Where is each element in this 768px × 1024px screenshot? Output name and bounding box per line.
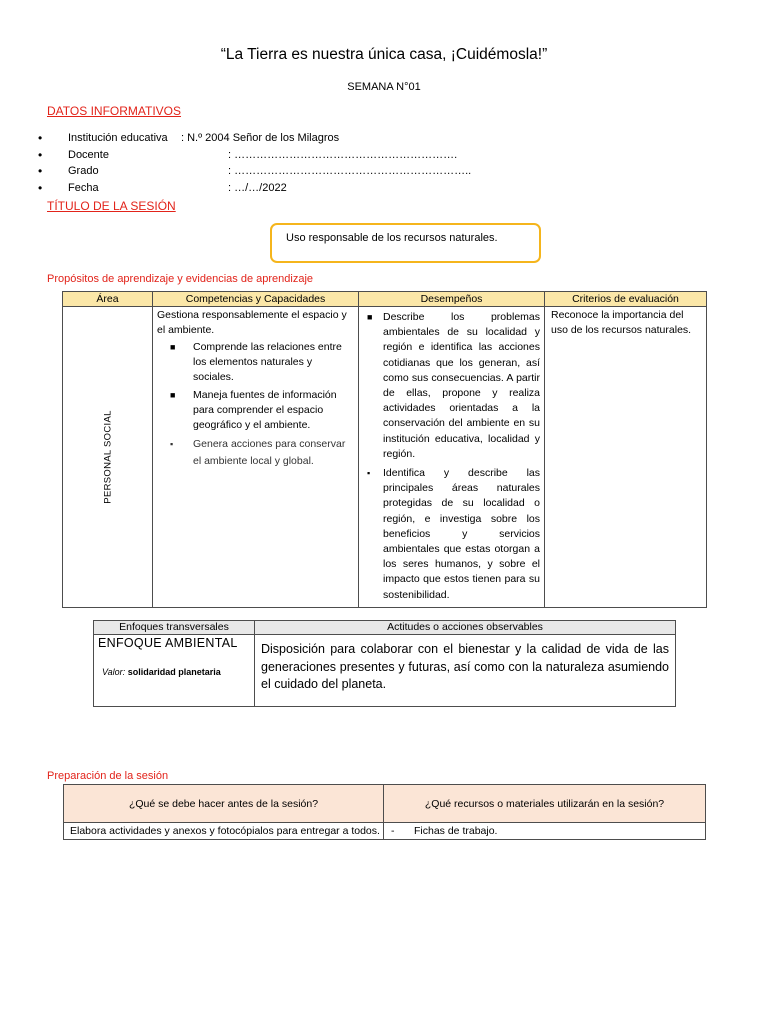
enfoque-cell (94, 635, 255, 707)
info-item-institucion (38, 130, 558, 147)
capacity-list (157, 340, 354, 470)
session-title-heading: TÍTULO DE LA SESIÓN (47, 199, 176, 213)
purposes-header-row (63, 292, 707, 307)
square-bullet-icon: ■ (170, 390, 176, 400)
square-bullet-icon: ▪ (367, 468, 371, 479)
info-item-fecha (38, 180, 558, 197)
performance-list (363, 310, 540, 603)
info-label: Institución educativa (68, 132, 168, 144)
info-value: : ……………………………………………………. (228, 148, 458, 161)
performance-item (363, 310, 540, 462)
purposes-heading: Propósitos de aprendizaje y evidencias de aprendizaje (47, 273, 314, 285)
purposes-row (63, 307, 707, 608)
capacity-item (157, 388, 354, 433)
area-cell (63, 307, 153, 608)
before-cell (64, 823, 384, 840)
criteria-text: Reconoce la importancia del uso de los recursos naturales. (551, 309, 692, 336)
competence-cell (153, 307, 359, 608)
enfoque-name: ENFOQUE AMBIENTAL (98, 636, 238, 650)
attitude-cell (255, 635, 676, 707)
col-area: Área (63, 292, 153, 307)
performance-item (363, 466, 540, 603)
session-title-text: Uso responsable de los recursos naturales. (286, 232, 498, 244)
bullet-icon: • (38, 131, 43, 145)
performance-text: Identifica y describe las principales áreas naturales protegidas de su localidad o región, e investiga sobre los beneficios y servicios ambientales que estas otorgan a los seres humanos, y sobre el impacto que estos tienen para su sostenibilidad. (383, 467, 540, 601)
bullet-icon: • (38, 180, 43, 195)
col-criterios: Criterios de evaluación (545, 292, 707, 307)
materials-cell (384, 823, 706, 840)
preparation-header-row (64, 785, 706, 823)
info-label: Fecha (68, 181, 99, 194)
info-value: : N.º 2004 Señor de los Milagros (181, 132, 340, 144)
session-title-box (270, 223, 541, 263)
info-value: : ……………………………………………………….. (228, 165, 472, 177)
capacity-item (157, 340, 354, 385)
col-competencias: Competencias y Capacidades (153, 292, 359, 307)
capacity-text: Genera acciones para conservar el ambiente local y global. (193, 438, 346, 467)
square-bullet-icon: ▪ (170, 439, 174, 449)
col-desempenos: Desempeños (359, 292, 545, 307)
col-enfoques: Enfoques transversales (94, 621, 255, 635)
info-label: Docente (68, 148, 109, 161)
bullet-icon: • (38, 164, 43, 178)
performance-text: Describe los problemas ambientales de su localidad y región e identifica las acciones cotidianas que los generan, así como sus consecuencias. A partir de ellas, propone y realiza actividades orientadas a la conservación del ambiente en su institución educativa, localidad y región. (383, 311, 540, 460)
before-text: Elabora actividades y anexos y fotocópialos para entregar a todos. (70, 825, 380, 837)
value-label: Valor: (102, 667, 126, 677)
capacity-text: Comprende las relaciones entre los elementos naturales y sociales. (193, 341, 342, 383)
info-item-grado (38, 163, 558, 180)
info-label: Grado (68, 165, 99, 177)
datos-heading: DATOS INFORMATIVOS (47, 104, 182, 118)
materials-text: Fichas de trabajo. (414, 825, 498, 837)
enfoques-header-row (94, 621, 676, 635)
competence-text: Gestiona responsablemente el espacio y el ambiente. (157, 309, 347, 336)
document-title: “La Tierra es nuestra única casa, ¡Cuidémosla!” (220, 46, 548, 63)
enfoque-value (102, 667, 221, 677)
preparation-row (64, 823, 706, 840)
attitude-text: Disposición para colaborar con el bienestar y la calidad de vida de las generaciones presentes y futuras, así como con la naturaleza asumiendo el cuidado del planeta. (261, 642, 669, 691)
capacity-item (157, 436, 354, 470)
info-item-docente (38, 147, 558, 164)
square-bullet-icon: ■ (367, 312, 373, 322)
col-materials: ¿Qué recursos o materiales utilizarán en la sesión? (384, 785, 706, 823)
info-value: : …/…/2022 (228, 181, 287, 194)
performance-cell (359, 307, 545, 608)
enfoques-row (94, 635, 676, 707)
col-before: ¿Qué se debe hacer antes de la sesión? (64, 785, 384, 823)
purposes-table (62, 291, 707, 608)
dash-bullet: - (391, 825, 395, 837)
week-label: SEMANA N°01 (347, 81, 421, 93)
preparation-heading: Preparación de la sesión (47, 770, 169, 782)
criteria-cell (545, 307, 707, 608)
preparation-table (63, 784, 706, 840)
capacity-text: Maneja fuentes de información para comprender el espacio geográfico y el ambiente. (193, 389, 337, 431)
bullet-icon: • (38, 147, 43, 162)
area-name: PERSONAL SOCIAL (102, 410, 113, 504)
square-bullet-icon: ■ (170, 342, 176, 352)
value-text: solidaridad planetaria (127, 667, 221, 677)
enfoques-table (93, 620, 676, 707)
col-actitudes: Actitudes o acciones observables (255, 621, 676, 635)
info-list (38, 130, 558, 196)
